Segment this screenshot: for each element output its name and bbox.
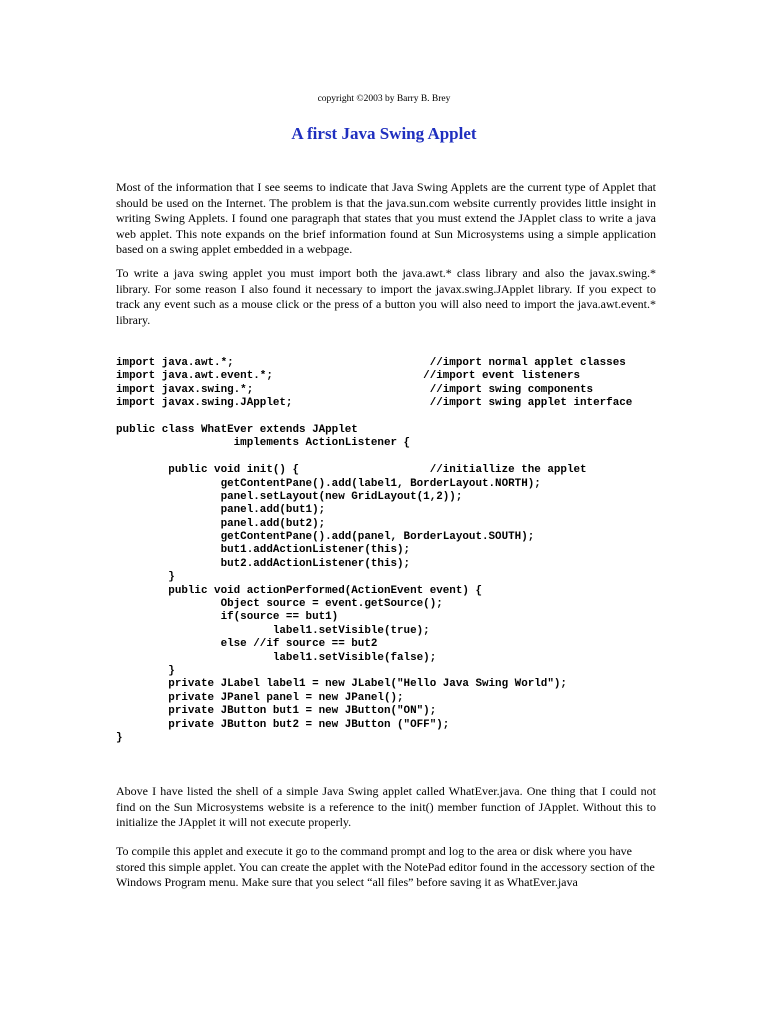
- code-line: [116, 411, 676, 424]
- code-line: public void init() { //initiallize the applet: [116, 464, 587, 477]
- page-title: A first Java Swing Applet: [291, 124, 477, 143]
- code-line: getContentPane().add(panel, BorderLayout.SOUTH);: [116, 531, 535, 544]
- imports-paragraph: To write a java swing applet you must import both the java.awt.* class library and also the javax.swing.* library. For some reason I also found it necessary to import the javax.swing.JApplet library. If you expect to track any event such as a mouse click or the press of a button you will also need to import the java.awt.event.* library.: [116, 266, 656, 327]
- code-line: [116, 451, 676, 464]
- code-line: public void actionPerformed(ActionEvent event) {: [116, 584, 482, 597]
- code-line: if(source == but1): [116, 611, 339, 624]
- intro-paragraph: Most of the information that I see seems to indicate that Java Swing Applets are the current type of Applet that should be used on the Internet. The problem is that the java.sun.com website currently provides little insight in writing Swing Applets. I found one paragraph that states that you must extend the JApplet class to write a java web applet. This note expands on the brief information found at Sun Microsystems using a simple application based on a swing applet embedded in a webpage.: [116, 180, 656, 257]
- copyright-notice: copyright ©2003 by Barry B. Brey: [317, 94, 451, 104]
- code-line: public class WhatEver extends JApplet: [116, 423, 358, 436]
- code-line: implements ActionListener {: [116, 437, 411, 450]
- code-line: }: [116, 731, 123, 744]
- code-listing: [116, 357, 676, 745]
- code-line: import java.awt.event.*; //import event listeners: [116, 370, 581, 383]
- code-line: import javax.swing.*; //import swing components: [116, 383, 594, 396]
- code-line: }: [116, 571, 175, 584]
- compile-paragraph: To compile this applet and execute it go to the command prompt and log to the area or disk where you have stored this simple applet. You can create the applet with the NotePad editor found in the accessory section of the Windows Program menu. Make sure that you select “all files” before saving it as WhatEver.java: [116, 844, 655, 890]
- code-line: panel.setLayout(new GridLayout(1,2));: [116, 490, 463, 503]
- code-line: private JLabel label1 = new JLabel("Hello Java Swing World");: [116, 678, 567, 691]
- shell-paragraph: Above I have listed the shell of a simple Java Swing applet called WhatEver.java. One thing that I could not find on the Sun Microsystems website is a reference to the init() member function of JApplet. Without this to initialize the JApplet it will not execute properly.: [116, 784, 656, 830]
- code-line: import java.awt.*; //import normal applet classes: [116, 357, 626, 369]
- code-line: but1.addActionListener(this);: [116, 544, 411, 557]
- code-line: }: [116, 664, 175, 677]
- code-line: private JButton but2 = new JButton ("OFF");: [116, 718, 450, 731]
- code-line: getContentPane().add(label1, BorderLayout.NORTH);: [116, 477, 541, 490]
- code-line: Object source = event.getSource();: [116, 598, 443, 611]
- code-line: private JPanel panel = new JPanel();: [116, 691, 404, 704]
- code-line: private JButton but1 = new JButton("ON");: [116, 705, 437, 718]
- code-line: label1.setVisible(true);: [116, 624, 430, 637]
- code-line: but2.addActionListener(this);: [116, 557, 411, 570]
- code-line: panel.add(but1);: [116, 504, 326, 517]
- code-line: panel.add(but2);: [116, 517, 326, 530]
- code-line: import javax.swing.JApplet; //import swing applet interface: [116, 397, 633, 410]
- code-line: else //if source == but2: [116, 638, 378, 651]
- code-line: label1.setVisible(false);: [116, 651, 437, 664]
